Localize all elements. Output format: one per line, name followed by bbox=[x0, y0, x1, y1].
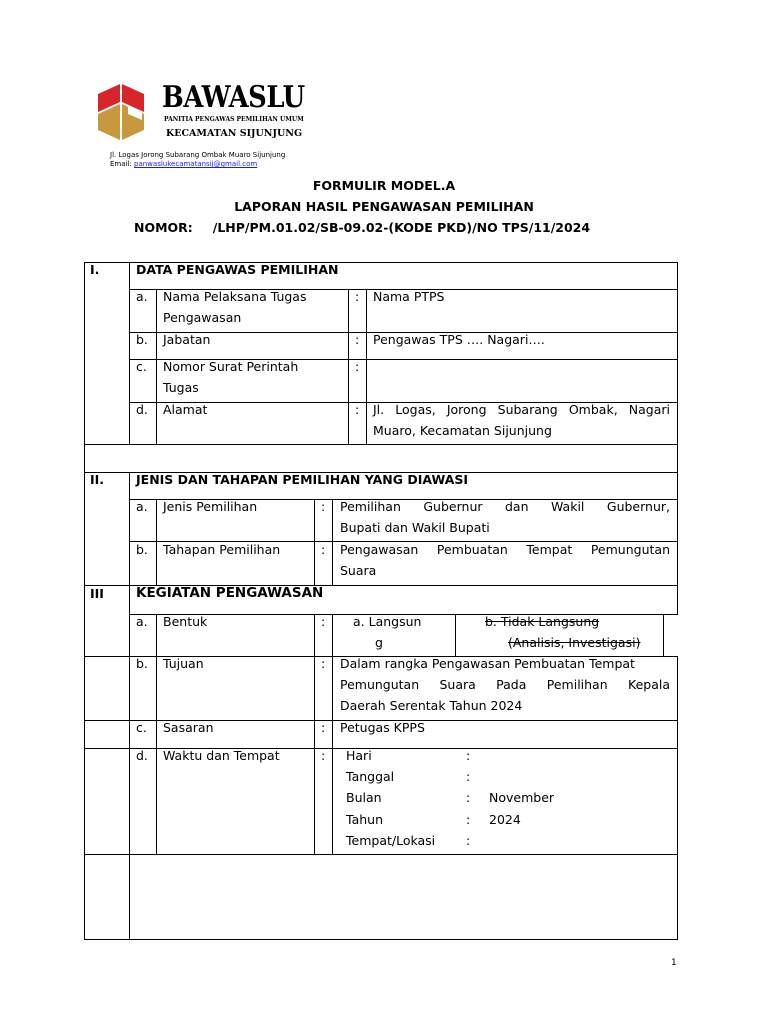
s3b-label: Tujuan bbox=[163, 656, 204, 671]
s1d-colon: : bbox=[355, 402, 360, 417]
waktu-tahun-label: Tahun bbox=[346, 812, 383, 827]
s3b-colon: : bbox=[321, 656, 326, 671]
s3c-colon: : bbox=[321, 720, 326, 735]
report-title: LAPORAN HASIL PENGAWASAN PEMILIHAN bbox=[234, 199, 534, 214]
s2b-label: Tahapan Pemilihan bbox=[163, 542, 281, 557]
waktu-tahun-colon: : bbox=[466, 812, 471, 827]
s1b-colon: : bbox=[355, 332, 360, 347]
section1-number: I. bbox=[90, 262, 100, 277]
s1d-value: Jl. Logas, Jorong Subarang Ombak, Nagari bbox=[373, 402, 670, 417]
bawaslu-logo-icon bbox=[96, 82, 160, 142]
address-line: Jl. Logas Jorong Subarang Ombak Muaro Sijunjung bbox=[110, 151, 286, 159]
bentuk-option-tidak-langsung: b. Tidak Langsung bbox=[485, 614, 600, 629]
s3b-letter: b. bbox=[136, 656, 148, 671]
s1a-colon: : bbox=[355, 289, 360, 304]
waktu-lokasi-label: Tempat/Lokasi bbox=[346, 833, 436, 848]
letterhead-address bbox=[110, 151, 285, 169]
logo-district: KECAMATAN SIJUNJUNG bbox=[166, 128, 303, 139]
logo-subtitle: PANITIA PENGAWAS PEMILIHAN UMUM bbox=[164, 116, 304, 123]
s1a-label: Nama Pelaksana Tugas bbox=[163, 289, 307, 304]
s3b-value-cont2: Daerah Serentak Tahun 2024 bbox=[340, 698, 523, 713]
s3a-label: Bentuk bbox=[163, 614, 208, 629]
s1d-label: Alamat bbox=[163, 402, 208, 417]
logo-title: BAWASLU bbox=[162, 80, 305, 115]
waktu-bulan-label: Bulan bbox=[346, 790, 382, 805]
section1-title: DATA PENGAWAS PEMILIHAN bbox=[136, 262, 339, 277]
email-link[interactable]: panwaslukecamatansij@gmail.com bbox=[134, 160, 258, 168]
bentuk-option-tidak-langsung-cont: (Analisis, Investigasi) bbox=[508, 635, 641, 650]
section3-number: III bbox=[90, 586, 104, 601]
s1b-label: Jabatan bbox=[163, 332, 211, 347]
s1b-letter: b. bbox=[136, 332, 148, 347]
email-line bbox=[110, 160, 285, 169]
s2a-value-cont: Bupati dan Wakil Bupati bbox=[340, 520, 490, 535]
s1a-label-cont: Pengawasan bbox=[163, 310, 242, 325]
s3c-letter: c. bbox=[136, 720, 147, 735]
waktu-hari-label: Hari bbox=[346, 748, 372, 763]
s3d-label: Waktu dan Tempat bbox=[163, 748, 280, 763]
nomor-line bbox=[134, 220, 590, 235]
s1b-value: Pengawas TPS …. Nagari…. bbox=[373, 332, 545, 347]
s2a-letter: a. bbox=[136, 499, 148, 514]
waktu-lokasi-colon: : bbox=[466, 833, 471, 848]
s2b-value: Pengawasan Pembuatan Tempat Pemungutan bbox=[340, 542, 670, 557]
s3d-letter: d. bbox=[136, 748, 148, 763]
s2b-letter: b. bbox=[136, 542, 148, 557]
s2b-value-cont: Suara bbox=[340, 563, 377, 578]
bentuk-option-langsung: a. Langsun bbox=[353, 614, 422, 629]
s3c-value: Petugas KPPS bbox=[340, 720, 425, 735]
waktu-bulan-colon: : bbox=[466, 790, 471, 805]
s2b-colon: : bbox=[321, 542, 326, 557]
s3d-colon: : bbox=[321, 748, 326, 763]
waktu-tanggal-label: Tanggal bbox=[346, 769, 395, 784]
s1c-label: Nomor Surat Perintah bbox=[163, 359, 299, 374]
s2a-value: Pemilihan Gubernur dan Wakil Gubernur, bbox=[340, 499, 670, 514]
waktu-hari-colon: : bbox=[466, 748, 471, 763]
s1c-letter: c. bbox=[136, 359, 147, 374]
s3c-label: Sasaran bbox=[163, 720, 214, 735]
s3b-value-cont: Pemungutan Suara Pada Pemilihan Kepala bbox=[340, 677, 670, 692]
waktu-bulan-value: November bbox=[489, 790, 555, 805]
s3a-letter: a. bbox=[136, 614, 148, 629]
s1d-letter: d. bbox=[136, 402, 148, 417]
nomor-value: /LHP/PM.01.02/SB-09.02-(KODE PKD)/NO TPS/11/2024 bbox=[212, 220, 591, 235]
s2a-label: Jenis Pemilihan bbox=[163, 499, 258, 514]
form-title: FORMULIR MODEL.A bbox=[312, 178, 456, 193]
s3a-colon: : bbox=[321, 614, 326, 629]
s1c-colon: : bbox=[355, 359, 360, 374]
page-number: 1 bbox=[671, 958, 677, 968]
s1d-value-cont: Muaro, Kecamatan Sijunjung bbox=[373, 423, 552, 438]
waktu-tanggal-colon: : bbox=[466, 769, 471, 784]
nomor-label: NOMOR: bbox=[134, 220, 193, 235]
section3-title: KEGIATAN PENGAWASAN bbox=[136, 585, 324, 601]
section2-number: II. bbox=[90, 472, 105, 487]
bentuk-option-langsung-cont: g bbox=[375, 635, 383, 650]
waktu-tahun-value: 2024 bbox=[489, 812, 521, 827]
s1a-letter: a. bbox=[136, 289, 148, 304]
s1c-label-cont: Tugas bbox=[163, 380, 199, 395]
s1a-value: Nama PTPS bbox=[373, 289, 445, 304]
s2a-colon: : bbox=[321, 499, 326, 514]
email-label: Email: bbox=[110, 160, 132, 168]
s3b-value: Dalam rangka Pengawasan Pembuatan Tempat bbox=[340, 656, 635, 671]
section2-title: JENIS DAN TAHAPAN PEMILIHAN YANG DIAWASI bbox=[136, 472, 469, 487]
